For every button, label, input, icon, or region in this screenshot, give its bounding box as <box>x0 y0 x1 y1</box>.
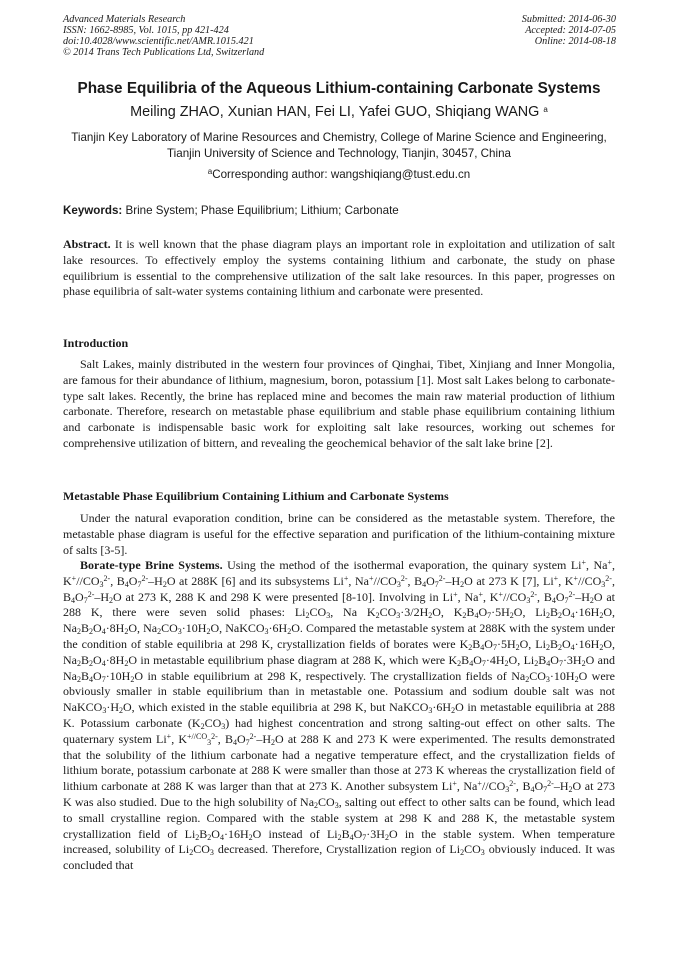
subscript: 2 <box>77 674 81 684</box>
author-list <box>0 104 678 120</box>
introduction-paragraph: Salt Lakes, mainly distributed in the western four provinces of Qinghai, Tibet, Xinjiang and Inner Mongolia, are famous for their abundance of lithium, magnesium, boron, potassium [1]. Most salt Lakes belong to carbonate-type salt lakes. Recently, the brine has replaced mine and becomes the main raw material production of lithium carbonate. Therefore, research on metastable phase equilibrium and stable phase equilibrium containing lithium and carbonate is indispensable basic work for exploiting salt lake resources, working out schemes for comprehensive utilization of bittern, and revealing the geochemical behavior of the salt lake brine [2]. <box>63 357 615 450</box>
text-fragment: O in stable equilibrium at 298 K, respectively. The crystallization fields of Na <box>134 668 526 683</box>
subscript: 3 <box>480 848 485 858</box>
online-date: Online: 2014-08-18 <box>534 36 616 47</box>
subscript: 2 <box>599 611 604 621</box>
author-affiliation-mark: a <box>543 105 548 114</box>
subscript: 4 <box>474 611 479 621</box>
text-fragment: O at 273 K was also studied. Due to the high solubility of Na <box>63 779 615 809</box>
text-fragment: O <box>128 573 138 588</box>
abstract <box>63 237 615 300</box>
text-fragment: ·6H <box>268 621 288 636</box>
subscript: 4 <box>101 658 106 668</box>
text-fragment: O, K <box>432 605 463 620</box>
text-fragment: O <box>93 621 102 636</box>
superscript: 2- <box>211 731 218 741</box>
superscript: + <box>498 589 503 599</box>
superscript: + <box>581 558 587 567</box>
text-fragment: decreased. Therefore, Crystallization region of Li <box>213 842 461 857</box>
text-fragment: O <box>93 668 102 683</box>
subscript: 4 <box>71 595 76 605</box>
text-fragment: , Na <box>586 558 608 572</box>
text-fragment: O, which existed in the stable equilibria at 298 K, but NaKCO <box>123 700 429 715</box>
text-fragment: O, Li <box>513 605 546 620</box>
subscript: 2 <box>89 658 94 668</box>
superscript: + <box>478 589 483 599</box>
subscript: 7 <box>492 642 497 652</box>
abstract-label: Abstract. <box>63 237 111 251</box>
subscript: 2 <box>468 642 473 652</box>
text-fragment: //CO <box>373 573 397 588</box>
superscript: 2- <box>509 779 516 789</box>
superscript: + <box>166 731 172 741</box>
text-fragment: CO <box>193 842 210 857</box>
accepted-date: Accepted: 2014-07-05 <box>525 25 616 36</box>
keywords-text: Brine System; Phase Equilibrium; Lithium; Carbonate <box>125 204 399 217</box>
text-fragment: O <box>473 652 482 667</box>
subscript: 3 <box>264 627 269 637</box>
text-fragment: O <box>93 652 102 667</box>
corresponding-text[interactable]: Corresponding author: wangshiqiang@tust.edu.cn <box>212 168 471 181</box>
superscript: + <box>553 573 559 583</box>
subscript: 2 <box>545 642 550 652</box>
text-fragment: –H <box>445 573 461 588</box>
text-fragment: O in metastable equilibrium phase diagram at 288 K, which were K <box>128 652 458 667</box>
subscript: 2 <box>545 611 550 621</box>
superscript: 2- <box>400 573 408 583</box>
subscript: 2 <box>589 595 594 605</box>
subscript: 4 <box>422 579 427 589</box>
subscript: 7 <box>362 832 367 842</box>
text-fragment: O <box>550 652 559 667</box>
subscript: 4 <box>546 658 551 668</box>
superscript: + <box>573 573 578 583</box>
introduction-heading: Introduction <box>63 336 129 350</box>
subscript: 3 <box>99 579 104 589</box>
subscript: 3 <box>601 579 606 589</box>
text-fragment: O and Na <box>63 652 615 683</box>
subscript: 2 <box>287 627 292 637</box>
subscript: 2 <box>248 832 253 842</box>
text-fragment: ·3H <box>562 652 582 667</box>
text-fragment: obviously induced. It was concluded that <box>63 842 615 873</box>
subscript: 2 <box>460 848 465 858</box>
text-fragment: Using the method of the isothermal evaporation, the quinary system Li <box>227 558 582 572</box>
subscript: 3 <box>526 595 531 605</box>
superscript: 2- <box>249 731 257 741</box>
subscript: 2 <box>534 658 539 668</box>
text-fragment: O <box>211 826 220 841</box>
superscript: 2- <box>103 573 111 583</box>
text-fragment: O <box>555 589 565 604</box>
text-fragment: O <box>534 779 544 794</box>
text-fragment: ·5H <box>496 636 516 651</box>
borate-run-head: Borate-type Brine Systems. <box>80 558 223 572</box>
superscript: 2- <box>141 573 149 583</box>
subscript: 2 <box>207 832 212 842</box>
superscript: + <box>452 779 457 789</box>
subscript: 2 <box>124 658 129 668</box>
subscript: 4 <box>349 832 354 842</box>
superscript: + <box>71 573 77 583</box>
text-fragment: ) had highest concentration and strong salting-out effect on other salts. The quaternary system Li <box>63 715 615 746</box>
subscript: 2 <box>200 721 205 731</box>
paper-title: Phase Equilibria of the Aqueous Lithium-containing Carbonate Systems <box>77 80 601 97</box>
subscript: 2 <box>557 611 562 621</box>
text-fragment: CO <box>464 842 481 857</box>
text-fragment: , Na <box>348 573 369 588</box>
copyright: © 2014 Trans Tech Publications Ltd, Switzerland <box>63 47 265 58</box>
metastable-heading: Metastable Phase Equilibrium Containing Lithium and Carbonate Systems <box>63 489 449 503</box>
text-fragment: //CO <box>481 779 506 794</box>
text-fragment: O, Li <box>519 636 546 651</box>
text-fragment: O, Li <box>508 652 535 667</box>
text-fragment: , B <box>515 779 531 794</box>
text-fragment: O, NaKCO <box>210 621 265 636</box>
subscript: 2 <box>157 627 162 637</box>
subscript: 3 <box>428 706 433 716</box>
text-fragment: , Na <box>456 779 478 794</box>
subscript: 2 <box>375 611 380 621</box>
journal-name: Advanced Materials Research <box>63 14 186 25</box>
dates-header <box>522 14 616 47</box>
text-fragment: –H <box>575 589 590 604</box>
text-fragment: O instead of Li <box>252 826 338 841</box>
text-fragment: –H <box>553 779 569 794</box>
subscript: 7 <box>434 579 439 589</box>
subscript: 2 <box>557 642 562 652</box>
subscript: 3 <box>207 737 212 747</box>
text-fragment: ·H <box>106 700 119 715</box>
text-fragment: , K <box>63 558 616 588</box>
superscript: + <box>343 573 349 583</box>
subscript: 7 <box>137 579 142 589</box>
text-fragment: O <box>353 826 363 841</box>
subscript: 4 <box>480 642 485 652</box>
metastable-paragraph: Under the natural evaporation condition, brine can be considered as the metastable system. Therefore, the metastable phase diagram is useful for the effective separation and purification of the lithium-containing mixture of salts [3-5]. <box>63 511 615 557</box>
superscript: 2- <box>438 573 446 583</box>
text-fragment: ·10H <box>105 668 131 683</box>
text-fragment: O <box>561 605 571 620</box>
subscript: 2 <box>515 642 520 652</box>
subscript: 3 <box>209 848 214 858</box>
subscript: 7 <box>558 658 563 668</box>
subscript: 3 <box>334 800 339 810</box>
superscript: 2- <box>547 779 554 789</box>
subscript: 3 <box>396 579 401 589</box>
superscript: 2- <box>87 589 95 599</box>
text-fragment: ·10H <box>549 668 575 683</box>
text-fragment: ·5H <box>491 605 510 620</box>
issn: ISSN: 1662-8985, Vol. 1015, pp 421-424 <box>63 25 229 36</box>
text-fragment: , salting out effect to other salts can be found, which lead to small crystalline region. Compared with the stable system at 298 K and 288 K, the metastable system crystallization field of Li <box>63 794 615 841</box>
subscript: 2 <box>162 579 167 589</box>
text-fragment: , B <box>537 589 552 604</box>
subscript: 7 <box>83 595 88 605</box>
text-fragment: ·4H <box>485 652 505 667</box>
text-fragment: CO <box>318 794 335 809</box>
subscript: 3 <box>221 721 226 731</box>
subscript: 2 <box>384 832 389 842</box>
text-fragment: O <box>75 589 84 604</box>
text-fragment: O. Compared the metastable system at 288K with the system under the condition of stable equilibria at 298 K, crystallization fields of borates were K <box>63 621 615 651</box>
keywords <box>63 204 615 217</box>
text-fragment: CO <box>529 668 546 683</box>
subscript: 3 <box>177 627 182 637</box>
text-fragment: ·8H <box>105 621 125 636</box>
superscript: 2- <box>530 589 538 599</box>
subscript: 2 <box>271 737 275 747</box>
subscript: 7 <box>245 737 250 747</box>
text-fragment: , Na <box>330 605 358 620</box>
subscript: 2 <box>568 785 573 795</box>
text-fragment: O <box>478 605 488 620</box>
text-fragment: –H <box>256 731 271 746</box>
text-fragment: , B <box>217 731 233 746</box>
subscript: 2 <box>462 611 467 621</box>
text-fragment: , B <box>407 573 423 588</box>
text-fragment: O in metastable equilibria at 288 K. Potassium carbonate (K <box>63 700 615 730</box>
text-fragment: //CO <box>76 573 100 588</box>
text-fragment: O at 288 K and 273 K were experimented. The results demonstrated that the solubility of the lithium carbonate had a negative temperature effect, and the crystallization fields of lithium borate, potassium carbonate at 288 K were smaller than those at 273 K whereas the crystallization field of lithium carbonate at 288 K was larger than that at 273 K. Another subsystem Li <box>63 731 615 794</box>
subscript: 2 <box>195 832 200 842</box>
text-fragment: CO <box>309 605 327 620</box>
submitted-date: Submitted: 2014-06-30 <box>521 14 616 25</box>
subscript: 3 <box>396 611 401 621</box>
subscript: 2 <box>206 627 211 637</box>
text-fragment: O in the stable system. When temperature increased, solubility of Li <box>63 826 615 857</box>
subscript: 2 <box>189 848 194 858</box>
superscript: + <box>368 573 374 583</box>
superscript: +//CO <box>187 731 208 741</box>
text-fragment: CO <box>379 605 397 620</box>
text-fragment: O at 273 K [7], Li <box>464 573 554 588</box>
text-fragment: O were obviously smaller in stable equilibrium than in metastable one. Potassium and sodium double salt was not NaKCO <box>63 668 615 715</box>
subscript: 3 <box>326 611 331 621</box>
affiliation: Tianjin Key Laboratory of Marine Resources and Chemistry, College of Marine Science and Engineering, Tianjin University of Science and Technology, Tianjin, 30457, China <box>71 131 607 160</box>
subscript: 2 <box>509 611 514 621</box>
subscript: 2 <box>77 627 81 637</box>
subscript: 2 <box>305 611 310 621</box>
subscript: 4 <box>570 642 575 652</box>
subscript: 2 <box>451 706 456 716</box>
corresponding-mark: a <box>207 167 213 176</box>
subscript: 3 <box>505 785 510 795</box>
subscript: 2 <box>109 595 114 605</box>
subscript: 2 <box>124 627 129 637</box>
subscript: 2 <box>89 627 94 637</box>
text-fragment: , B <box>110 573 125 588</box>
subscript: 2 <box>574 674 579 684</box>
subscript: 4 <box>570 611 575 621</box>
text-fragment: O at 273 K, 288 K and 298 K were presented [8-10]. Involving in Li <box>113 589 454 604</box>
text-fragment: O, Na <box>63 605 615 636</box>
superscript: + <box>607 558 613 567</box>
subscript: 2 <box>428 611 433 621</box>
authors-text: Meiling ZHAO, Xunian HAN, Fei LI, Yafei GUO, Shiqiang WANG <box>130 104 540 120</box>
text-fragment: ·16H <box>223 826 249 841</box>
keywords-label: Keywords: <box>63 204 123 217</box>
subscript: 2 <box>119 706 123 716</box>
text-fragment: , K <box>558 573 574 588</box>
doi[interactable]: doi:10.4028/www.scientific.net/AMR.1015.421 <box>63 36 254 47</box>
text-fragment: CO <box>161 621 178 636</box>
text-fragment: //CO <box>577 573 602 588</box>
text-fragment: O at 288K [6] and its subsystems Li <box>166 573 344 588</box>
text-fragment: O, Na <box>128 621 158 636</box>
text-fragment: CO <box>204 715 222 730</box>
text-fragment: ·6H <box>432 700 452 715</box>
text-fragment: O, Na <box>63 636 615 667</box>
subscript: 2 <box>130 674 135 684</box>
text-fragment: ·3H <box>366 826 385 841</box>
subscript: 4 <box>530 785 535 795</box>
text-fragment: O at 288 K, there were seven solid phases: Li <box>63 589 616 620</box>
corresponding-author <box>0 168 678 181</box>
text-fragment: –H <box>94 589 110 604</box>
superscript: + <box>477 779 482 789</box>
subscript: 2 <box>337 832 342 842</box>
subscript: 2 <box>77 658 81 668</box>
superscript: + <box>453 589 458 599</box>
text-fragment: –H <box>148 573 163 588</box>
text-fragment: ·16H <box>574 636 600 651</box>
subscript: 2 <box>599 642 604 652</box>
subscript: 4 <box>232 737 237 747</box>
abstract-text: It is well known that the phase diagram plays an important role in exploitation and utilization of salt lake resources. To effectively employ the systems containing lithium and carbonate, the study on phase equilibrium is essential to the comprehensive utilization of the salt lake resources. In this paper, progresses on phase equilibria of salt-water systems containing lithium and carbonate were presented. <box>63 237 616 299</box>
text-fragment: O <box>484 636 493 651</box>
text-fragment: , Na <box>457 589 479 604</box>
subscript: 4 <box>101 627 106 637</box>
subscript: 4 <box>469 658 474 668</box>
subscript: 4 <box>551 595 556 605</box>
text-fragment: //CO <box>503 589 527 604</box>
subscript: 2 <box>525 674 530 684</box>
subscript: 3 <box>545 674 550 684</box>
subscript: 2 <box>460 579 465 589</box>
subscript: 2 <box>314 800 319 810</box>
journal-header <box>63 14 264 58</box>
text-fragment: O <box>426 573 435 588</box>
superscript: 2- <box>605 573 612 583</box>
text-fragment: ·8H <box>105 652 125 667</box>
text-fragment: ·16H <box>574 605 600 620</box>
superscript: 2- <box>568 589 576 599</box>
text-fragment: , B <box>63 573 615 604</box>
text-fragment: O <box>236 731 246 746</box>
subscript: 7 <box>543 785 548 795</box>
subscript: 2 <box>457 658 462 668</box>
borate-paragraph: Borate-type Brine Systems. Using the method of the isothermal evaporation, the quinary system Li+, Na+, $K^+//CO_3^{2-}$, $B_4O_7^{2-}-H_2O$ at 288K [6] and its subsystems Li+, $Na^+//CO_3^{2-}$, $B_4O_7^{2-}-H_2O$ at 273 K [7], Li+, $K^+//CO_3^{2-}$, $B_4O_7^{2-}-H_2O$ at 273 K, 288 K and 298 K were presented [8-10]. Involving in Li+, Na+, $K^+//CO_3^{2-}$, $B_4O_7^{2-}-H_2O$ at 288 K, there were seven solid phases: $Li_2CO_3$, Na $K_2CO_3\cdot 3/2H_2O$, $K_2B_4O_7\cdot 5H_2O$, $Li_2B_2O_4\cdot 16H_2O$, $Na_2B_2O_4\cdot 8H_2O$, $Na_2CO_3\cdot 10H_2O$, $NaKCO_3\cdot 6H_2O$. Compared the metastable system at 288K with the system under the condition of stable equilibria at 298 K, crystallization fields of borates were $K_2B_4O_7\cdot 5H_2O$, $Li_2B_2O_4\cdot 16H_2O$, $Na_2B_2O_4\cdot 8H_2O$ in metastable equilibrium phase diagram at 288 K, which were $K_2B_4O_7\cdot 4H_2O$, $Li_2B_4O_7\cdot 3H_2O$ and $Na_2B_4O_7\cdot 10H_2O$ in stable equilibrium at 298 K, respectively. The crystallization fields of $Na_2CO_3\cdot 10H_2O$ were obviously smaller in stable equilibrium than in metastable one. Potassium and sodium double salt was not $NaKCO_3\cdot H_2O$, which existed in the stable equilibria at 298 K, but $NaKCO_3\cdot 6H_2O$ in metastable equilibria at 288 K. Potassium carbonate $(K_2CO_3)$ had highest concentration and strong salting-out effect on other salts. The quaternary system Li+, $K^{+//CO}_3^{2-}$, $B_4O_7^{2-}-H_2O$ at 288 K and 273 K were experimented. The results demonstrated that the solubility of the lithium carbonate had a negative temperature effect, and the crystallization fields of lithium borate, potassium carbonate at 288 K were smaller than those at 273 K whereas the crystallization field of lithium carbonate at 288 K was larger than that at 273 K. Another subsystem Li+, $Na^+//CO_3^{2-}$, $B_4O_7^{2-}-H_2O$ at 273 K was also studied. Due to the high solubility of $Na_2CO_3$, salting out effect to other salts can be found, which lead to small crystalline region. Compared with the stable system at 298 K and 288 K, the metastable system crystallization field of $Li_2B_2O_4\cdot 16H_2O$ instead of $Li_2B_4O_7\cdot 3H_2O$ in the stable system. When temperature increased, solubility of $Li_2CO_3$ decreased. Therefore, Crystallization region of $Li_2CO_3$ obviously induced. It was concluded that <box>63 558 616 873</box>
subscript: 7 <box>481 658 486 668</box>
subscript: 2 <box>581 658 586 668</box>
subscript: 7 <box>101 674 106 684</box>
text-fragment: , K <box>482 589 499 604</box>
subscript: 2 <box>504 658 509 668</box>
text-fragment: ·3/2H <box>400 605 429 620</box>
subscript: 4 <box>89 674 94 684</box>
subscript: 3 <box>102 706 107 716</box>
subscript: 7 <box>487 611 492 621</box>
subscript: 4 <box>124 579 129 589</box>
subscript: 4 <box>219 832 224 842</box>
text-fragment: ·10H <box>181 621 207 636</box>
subscript: 7 <box>564 595 569 605</box>
text-fragment: O <box>561 636 571 651</box>
